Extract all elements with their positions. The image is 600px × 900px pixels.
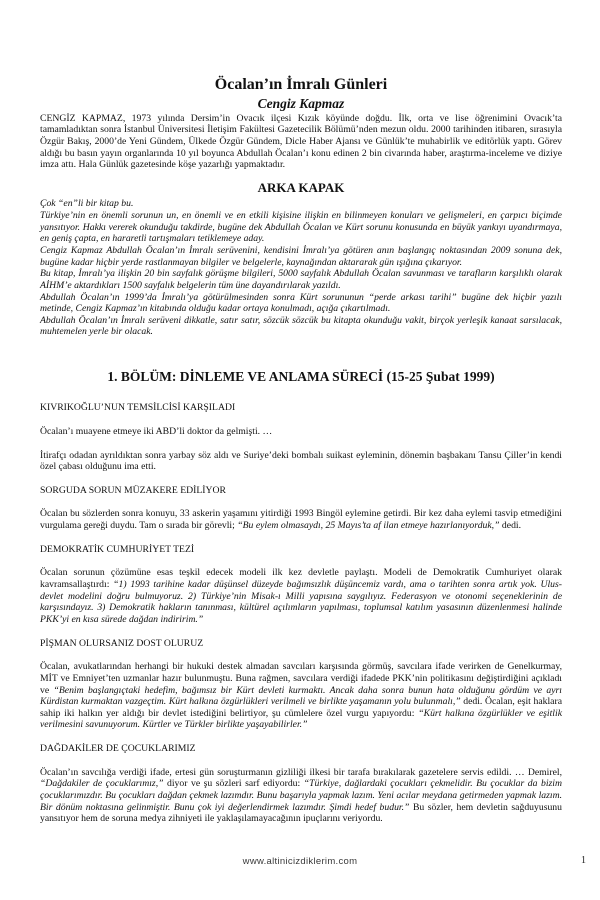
section [40,485,562,532]
author-bio: CENGİZ KAPMAZ, 1973 yılında Dersim’in Ovacık ilçesi Kızık köyünde doğdu. İlk, orta ve lise öğrenimini Ovacık’ta tamamladıktan sonra İstanbul Üniversitesi İletişim Fakültesi Gazetecilik Bölümü’nden mezun oldu. 2000 tarihinden itibaren, sırasıyla Özgür Bakış, 2000’de Yeni Gündem, Ülkede Özgür Gündem, Dicle Haber Ajansı ve Günlük’te muhabirlik ve editörlük yaptı. Görev aldığı bu basın yayın organlarında 10 yıl boyunca Abdullah Öcalan’ı konu edinen 2 bin civarında haber, araştırma-inceleme ve diziye imza attı. Hala Günlük gazetesinde köşe yazarlığı yapmaktadır. [40,112,562,171]
quote-text: “1) 1993 tarihine kadar düşünsel düzeyde bağımsızlık düşüncemiz vardı, ama o tarihten sonra artık yok. Ulus-devlet modelini doğru bulmuyoruz. 2) Türkiye’nin Misak-ı Milli yapısına saygılıyız. Federasyon ve otonomi seçeneklerinin de karşısındayız. 3) Demokratik hakların tanınması, kültürel açılımların yapılması, toplumsal katılım yasasının düzenlenmesi halinde PKK’yi en kısa sürede dağdan indiririm.” [40,579,562,625]
book-title: Öcalan’ın İmralı Günleri [214,76,388,93]
back-cover-paragraph: Bu kitap, İmralı’ya ilişkin 20 bin sayfalık görüşme bilgileri, 5000 sayfalık Abdullah Öcalan savunması ve tarafların karşılıklı olarak AİHM’e aktardıkları 1500 sayfalık belgelerin tüm üne dayandırılarak yazıldı. [40,268,562,291]
body-text: Öcalan, avukatlarından herhangi bir hukuki destek almadan savcıları karşısında görmüş, savcılara ifade verirken de Genelkurmay, MİT ve Emniyet’ten uzmanlar hazır bulunmuştu. Buna rağmen, savcılara verdiği ifadede PKK’nin politikasını değiştirdiğini açıkladı ve [40,661,562,696]
quote-text: “Kürt halkına özgürlükler ve eşitlik verilmesini savunuyorum. Kürtler ve Türkler birlikte yaşayabilirler.” [40,707,562,731]
body-text: Öcalan sorunun çözümüne esas teşkil edecek modeli ilk kez devletle paylaştı. Modeli de Demokratik Cumhuriyet olarak kavramsallaştırdı: [40,567,562,591]
body-text: İtirafçı odadan ayrıldıktan sonra yarbay söz aldı ve Suriye’deki bombalı suikast eyleminin, dönemin başbakanı Tansu Çiller’in kendi özel çabası olduğunu ima etti. [40,449,562,473]
section-header: DAĞDAKİLER DE ÇOCUKLARIMIZ [40,743,196,755]
back-cover-paragraph: Cengiz Kapmaz Abdullah Öcalan’ın İmralı serüvenini, kendisini İmralı’ya götüren anın başlangıç noktasından 2009 sonuna dek, bugüne kadar hiçbir yerde rastlanmayan bilgiler ve belgelerle, kaynağından aktararak gün ışığına çıkarıyor. [40,244,562,268]
section-paragraph [40,661,562,731]
chapter-body [40,402,562,825]
section-paragraph [40,508,562,531]
section [40,743,562,825]
section-header: DEMOKRATİK CUMHURİYET TEZİ [40,543,195,555]
section-paragraph [40,450,562,473]
section-paragraph [40,567,562,625]
back-cover-paragraph: Çok “en”li bir kitap bu. [40,198,134,210]
footer-url: www.altinicizdiklerim.com [242,856,358,867]
section-paragraph [40,767,562,825]
back-cover-heading: ARKA KAPAK [257,179,345,195]
back-cover-text [40,198,562,338]
quote-text: “Dağdakiler de çocuklarımız,” [40,778,164,790]
section-header: PİŞMAN OLURSANIZ DOST OLURUZ [40,637,204,649]
section-paragraph [40,426,562,438]
body-text: dedi. [499,520,522,532]
book-author: Cengiz Kapmaz [257,96,345,112]
body-text: Bu sözler, hem devletin sağduyusunu yansıtıyor hem de soruna medya zihniyeti ile yaklaşılamayacağının ipuçlarını veriyordu. [40,801,562,825]
body-text: dedi. Öcalan, eşit haklara sahip iki halkın yer aldığı bir devlet istediğini belirtiyor, şu cümlelere özel vurgu yapıyordu: [40,696,562,719]
body-text: Öcalan’ın savcılığa verdiği ifade, ertesi gün soruşturmanın gizliliği ilkesi bir tarafa bırakılarak gazetelere servis edildi. … Demirel, [40,766,562,778]
body-text: diyor ve şu sözleri sarf ediyordu: [163,778,304,790]
section [40,544,562,626]
body-text: Öcalan bu sözlerden sonra konuyu, 33 askerin yaşamını yitirdiği 1993 Bingöl eylemine getirdi. Bir kez daha eylemi tasvip etmediğini vurgulama gereği duydu. Tam o sırada bir görevli; [40,508,562,532]
chapter-heading: 1. BÖLÜM: DİNLEME VE ANLAMA SÜRECİ (15-25 Şubat 1999) [107,369,495,385]
quote-text: “Türkiye, dağlardaki çocukları çekmelidir. Bu çocuklar da bizim çocuklarımızdır. Bu çocukları dağdan çekmek lazımdır. Bunu başarıyla yapmak lazım. Yeni acılar meydana getirmeden yapmak lazım. Bir dönüm noktasına gelinmiştir. Bunu çok iyi değerlendirmek lazımdır. Şimdi hedef budur.” [40,778,562,813]
body-text: Öcalan’ı muayene etmeye iki ABD’li doktor da gelmişti. … [40,425,273,437]
section [40,402,562,473]
back-cover-paragraph: Abdullah Öcalan’ın 1999’da İmralı’ya götürülmesinden sonra Kürt sorununun “perde arkası tarihi” bugüne dek hiçbir yazılı metinde, Cengiz Kapmaz’ın kitabında olduğu kadar ortaya konulmadı, açığa çıkartılmadı. [40,291,562,315]
section-header: SORGUDA SORUN MÜZAKERE EDİLİYOR [40,484,226,496]
quote-text: “Benim başlangıçtaki hedefim, bağımsız bir Kürt devleti kurmaktı. Ancak daha sonra bunun hata olduğunu gördüm ve ayrı Kürdistan kurmaktan vazgeçtim. Kürt halkına özgürlükleri verilmeli ve birlikte yaşamanın yolu bulunmalı,” [40,684,562,708]
section [40,638,562,731]
quote-text: “Bu eylem olmasaydı, 25 Mayıs’ta af ilan etmeye hazırlanıyorduk,” [237,520,500,532]
back-cover-paragraph: Abdullah Öcalan’ın İmralı serüveni dikkatle, satır satır, sözcük sözcük bu kitapta okunduğu vakit, birçok yerleşik kanaat sarsılacak, muhtemelen yerle bir olacak. [40,314,562,338]
page-number: 1 [581,855,586,866]
section-header: KIVRIKOĞLU’NUN TEMSİLCİSİ KARŞILADI [40,402,236,414]
back-cover-paragraph: Türkiye’nin en önemli sorunun un, en önemli ve en etkili kişisine ilişkin en bilinmeyen konuları ve gelişmeleri, en çarpıcı biçimde yansıtıyor. Hakkı vererek okunduğu takdirde, bugüne dek Abdullah Öcalan ve Kürt sorunu konusunda en büyük yankıyı uyandırmaya, en geniş çapta, en hararetli tartışmaları tetiklemeye aday. [40,210,562,245]
